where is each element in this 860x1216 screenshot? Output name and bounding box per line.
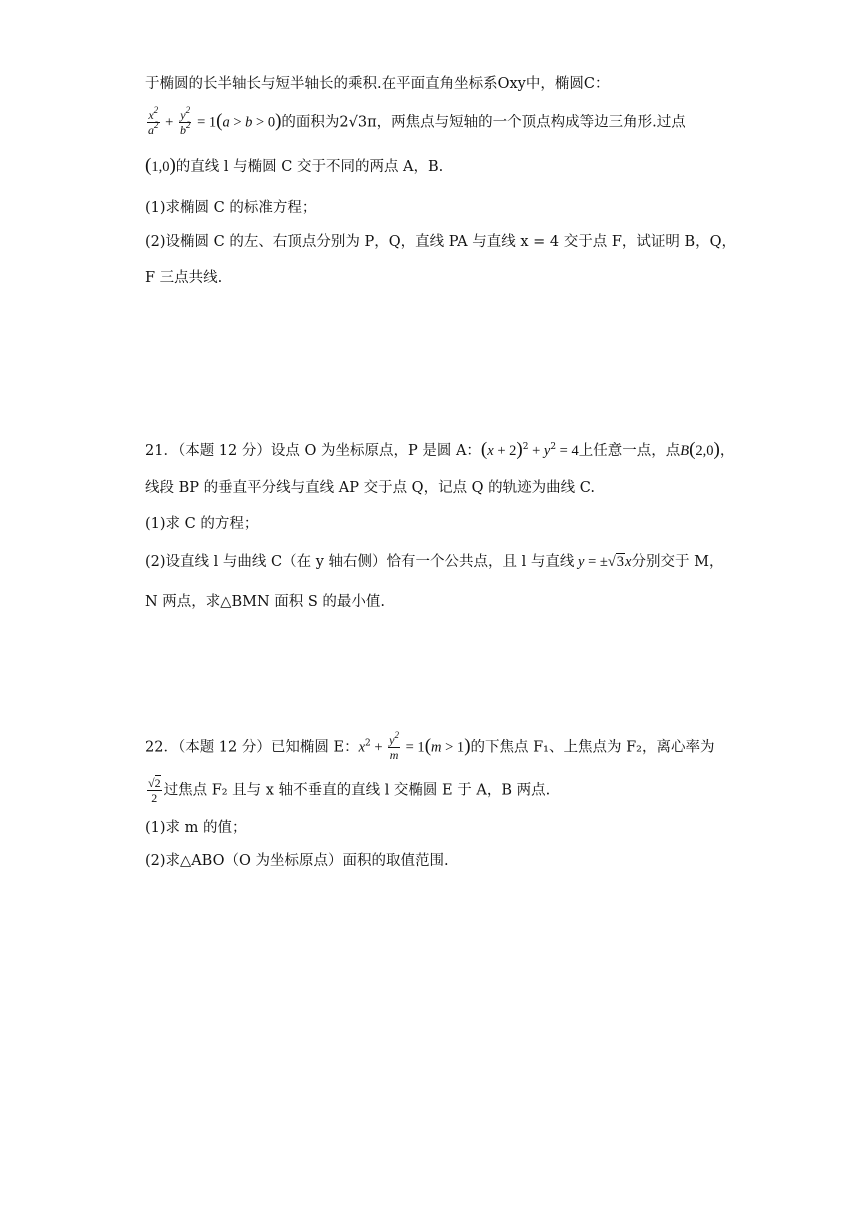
p20-line3: (1,0)的直线 l 与椭圆 C 交于不同的两点 A，B.: [145, 155, 444, 176]
p20-line1: 于椭圆的长半轴长与短半轴长的乘积.在平面直角坐标系Oxy中，椭圆C：: [145, 76, 610, 92]
fraction-y2-m: $\frac{y^2}{m}$: [389, 730, 399, 762]
p20-question-2: (2)设椭圆 C 的左、右顶点分别为 P，Q，直线 PA 与直线 x = 4 交于点 F，试证明 B，Q，: [145, 234, 737, 250]
fraction-sqrt2-2: $\frac{√2}{2}$: [148, 776, 161, 805]
p22-line1: 22．（本题 12 分）已知椭圆 E：$x^2$ + $\frac{y^2}{m}$ = 1(m > 1)的下焦点 F₁、上焦点为 F₂，离心率为: [145, 730, 715, 762]
p22-question-2: (2)求△ABO（O 为坐标原点）面积的取值范围.: [145, 853, 449, 869]
p20-line2: $\frac{x^2}{a^2}$ + $\frac{y^2}{b^2}$ = 1(a > b > 0)的面积为2√3π，两焦点与短轴的一个顶点构成等边三角形.过点: [148, 105, 686, 137]
sqrt-3: √3: [607, 554, 625, 570]
p21-question-1: (1)求 C 的方程；: [145, 516, 259, 532]
p22-question-1: (1)求 m 的值；: [145, 820, 247, 836]
fraction-y2-b2: $\frac{y^2}{b^2}$: [179, 105, 191, 137]
p21-question-2: (2)设直线 l 与曲线 C（在 y 轴右侧）恰有一个公共点，且 l 与直线 y = ±√3x分别交于 M，: [145, 554, 724, 570]
p20-question-2-cont: F 三点共线.: [145, 270, 223, 286]
fraction-x2-a2: $\frac{x^2}{a^2}$: [148, 105, 159, 137]
p21-line1: 21．（本题 12 分）设点 O 为坐标原点，P 是圆 A：$(x + 2)^2 + y^2 = 4$上任意一点，点B(2,0)，: [145, 439, 735, 460]
p20-question-1: (1)求椭圆 C 的标准方程；: [145, 200, 317, 216]
p21-line2: 线段 BP 的垂直平分线与直线 AP 交于点 Q，记点 Q 的轨迹为曲线 C.: [145, 480, 595, 496]
p21-question-2-cont: N 两点，求△BMN 面积 S 的最小值.: [145, 594, 386, 610]
p22-line2: $\frac{√2}{2}$ 过焦点 F₂ 且与 x 轴不垂直的直线 l 交椭圆 E 于 A，B 两点.: [148, 776, 551, 805]
